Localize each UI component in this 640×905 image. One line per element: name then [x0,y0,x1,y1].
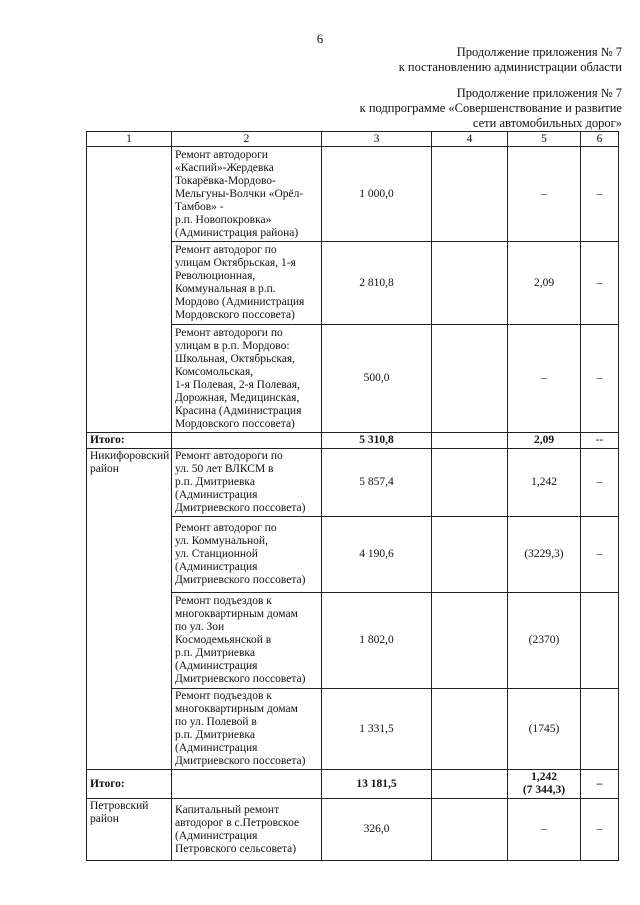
object-cell: Ремонт автодорог по улицам Октябрьская, 1-я Революционная, Коммунальная в р.п. Мордово (Администрация Мордовского поссовета) [172,242,322,325]
column-number: 4 [432,132,508,147]
total-value: 2,09 [508,433,581,449]
value-cell [581,593,619,689]
total-value: – [581,770,619,799]
value-cell: – [508,799,581,861]
column-number: 6 [581,132,619,147]
empty-cell [432,770,508,799]
column-number: 3 [322,132,432,147]
appendix-header-subprogram [360,86,622,131]
amount-cell: 2 810,8 [322,242,432,325]
total-amount: 5 310,8 [322,433,432,449]
header-line: сети автомобильных дорог» [472,116,622,130]
object-cell: Ремонт автодороги по улицам в р.п. Мордово: Школьная, Октябрьская, Комсомольская, 1-я Полевая, 2-я Полевая, Дорожная, Медицинская, Красина (Администрация Мордовского поссовета) [172,325,322,433]
table-row [87,449,619,517]
roads-table [86,131,619,861]
value-cell: – [581,325,619,433]
column-number: 5 [508,132,581,147]
value-cell [432,147,508,242]
total-label: Итого: [87,433,172,449]
table-row [87,799,619,861]
column-numbers-row [87,132,619,147]
empty-cell [432,433,508,449]
value-cell [432,325,508,433]
column-number: 2 [172,132,322,147]
amount-cell: 326,0 [322,799,432,861]
object-cell: Капитальный ремонт автодорог в с.Петровское (Администрация Петровского сельсовета) [172,799,322,861]
total-row [87,433,619,449]
page-number: 6 [316,31,324,46]
object-cell: Ремонт подъездов к многоквартирным домам по ул. Зои Космодемьянской в р.п. Дмитриевка (Администрация Дмитриевского поссовета) [172,593,322,689]
column-number: 1 [87,132,172,147]
district-cell [87,147,172,433]
amount-cell: 1 802,0 [322,593,432,689]
amount-cell: 1 000,0 [322,147,432,242]
value-cell: (3229,3) [508,517,581,593]
total-value [508,770,581,799]
empty-cell [432,593,508,689]
value-cell: 1,242 [508,449,581,517]
amount-cell: 4 190,6 [322,517,432,593]
object-cell: Ремонт подъездов к многоквартирным домам по ул. Полевой в р.п. Дмитриевка (Администрация Дмитриевского поссовета) [172,689,322,770]
header-line: к подпрограмме «Совершенствование и развитие [359,101,622,115]
total-amount: 13 181,5 [322,770,432,799]
total-label: Итого: [87,770,172,799]
total-value: -- [581,433,619,449]
value-cell: – [581,449,619,517]
total-value-line: 1,242 [531,771,557,783]
value-cell [432,242,508,325]
value-cell [581,689,619,770]
value-cell: – [508,147,581,242]
header-line: к постановлению администрации области [398,60,622,74]
empty-cell [432,689,508,770]
amount-cell: 5 857,4 [322,449,432,517]
object-cell: Ремонт автодорог по ул. Коммунальной, ул. Станционной (Администрация Дмитриевского поссовета) [172,517,322,593]
empty-cell [432,449,508,517]
value-cell: (2370) [508,593,581,689]
value-cell: – [581,799,619,861]
empty-cell [432,799,508,861]
total-value-line: (7 344,3) [522,784,566,796]
value-cell: (1745) [508,689,581,770]
value-cell: – [581,242,619,325]
appendix-header-decree [399,45,622,75]
amount-cell: 1 331,5 [322,689,432,770]
value-cell: – [508,325,581,433]
total-row [87,770,619,799]
header-line: Продолжение приложения № 7 [456,45,622,59]
table-row [87,147,619,242]
object-cell: Ремонт автодороги «Каспий»-Жердевка Токарёвка-Мордово- Мельгуны-Волчки «Орёл- Тамбов» - р.п. Новопокровка» (Администрация района) [172,147,322,242]
value-cell: 2,09 [508,242,581,325]
value-cell: – [581,147,619,242]
header-line: Продолжение приложения № 7 [456,86,622,100]
amount-cell: 500,0 [322,325,432,433]
value-cell: – [581,517,619,593]
district-cell: Никифоровский район [87,449,172,770]
empty-cell [172,433,322,449]
object-cell: Ремонт автодороги по ул. 50 лет ВЛКСМ в р.п. Дмитриевка (Администрация Дмитриевского поссовета) [172,449,322,517]
empty-cell [172,770,322,799]
empty-cell [432,517,508,593]
district-cell: Петровский район [87,799,172,861]
